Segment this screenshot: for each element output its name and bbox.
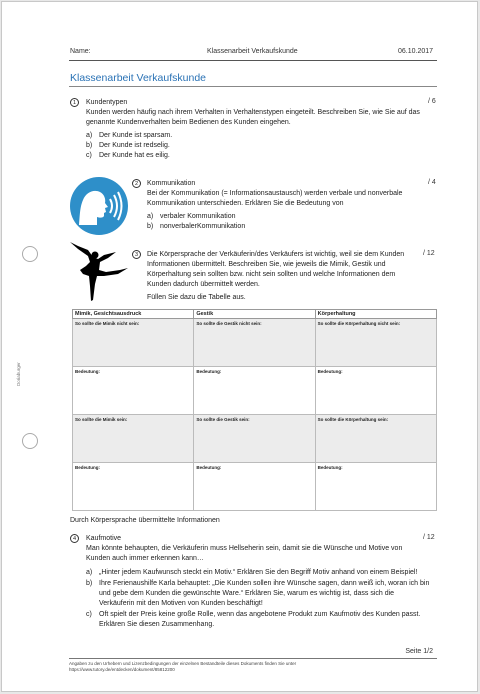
task-points-2: / 4: [428, 179, 436, 186]
name-label: Name:: [70, 48, 91, 55]
task-number-4: 4: [70, 534, 79, 543]
list-item: b) Ihre Ferienaushilfe Karla behauptet: „Die Kunden sollen ihre Wünsche sagen, dann weiß ich, woran ich bin und gebe dem Kunden die gewünschte Ware.“ Erklären Sie, warum es wichtig ist, dass sich die Verkäuferin mit den Motiven von Kunden beschäftigt!: [86, 580, 430, 607]
list-item: b) Der Kunde ist redselig.: [86, 142, 170, 149]
footer-rule: [69, 658, 437, 659]
answer-cell[interactable]: Bedeutung:: [73, 463, 194, 511]
side-label: Doriaburger: [16, 362, 21, 386]
title-rule: [69, 86, 437, 87]
punch-hole-top: [22, 246, 38, 262]
answer-cell[interactable]: So sollte die Gestik sein:: [194, 415, 315, 463]
task-heading-4: Kaufmotive: [86, 535, 122, 542]
list-item: a) verbaler Kommunikation: [147, 213, 236, 220]
page-number: Seite 1/2: [405, 648, 433, 655]
punch-hole-bottom: [22, 433, 38, 449]
answer-cell[interactable]: Bedeutung:: [194, 463, 315, 511]
task-instruction-3: Füllen Sie dazu die Tabelle aus.: [147, 294, 246, 301]
header-doc-title: Klassenarbeit Verkaufskunde: [207, 48, 298, 55]
answer-cell[interactable]: So sollte die Körperhaltung sein:: [315, 415, 436, 463]
task-list-2: [147, 212, 427, 232]
task-list-4: [86, 568, 431, 630]
task-number-2: 2: [132, 179, 141, 188]
list-item: a) Der Kunde ist sparsam.: [86, 132, 173, 139]
answer-cell[interactable]: Bedeutung:: [315, 367, 436, 415]
page-title: Klassenarbeit Verkaufskunde: [70, 72, 207, 84]
footer-line-1: Angaben zu den Urhebern und Lizenzbedingungen der einzelnen Bestandteile dieses Dokuments finden Sie unter: [69, 661, 297, 666]
header-rule: [69, 60, 437, 61]
footer-link[interactable]: https://www.tutory.de/entdecken/dokument/85812200: [69, 667, 175, 672]
table-caption: Durch Körpersprache übermittelte Informationen: [70, 517, 220, 524]
answer-cell[interactable]: So sollte die Gestik nicht sein:: [194, 319, 315, 367]
column-header: Mimik, Gesichtsausdruck: [73, 310, 194, 319]
task-text-4: Man könnte behaupten, die Verkäuferin muss Hellseherin sein, damit sie die Wünsche und Motive von Kunden auch immer erkennen kann…: [86, 545, 403, 562]
task-text-3: Die Körpersprache der Verkäuferin/des Verkäufers ist wichtig, weil sie dem Kunden Informationen übermittelt. Beschreiben Sie, wie jeweils die Mimik, Gestik und Körperhaltung sein sollten bzw. nicht sein sollten und welche Informationen dem Kunden dadurch übermittelt werden.: [147, 251, 405, 288]
answer-cell[interactable]: So sollte die Mimik sein:: [73, 415, 194, 463]
column-header: Gestik: [194, 310, 315, 319]
list-item: c) Oft spielt der Preis keine große Rolle, wenn das angebotene Produkt zum Kaufmotiv des Kunden passt. Erklären Sie diesen Zusammenhang.: [86, 611, 421, 628]
task-heading-1: Kundentypen: [86, 99, 128, 106]
task-list-1: [86, 131, 426, 161]
list-item: a) „Hinter jedem Kaufwunsch steckt ein Motiv.“ Erklären Sie den Begriff Motiv anhand von einem Beispiel!: [86, 569, 418, 576]
answer-cell[interactable]: Bedeutung:: [315, 463, 436, 511]
task-text-1: Kunden werden häufig nach ihrem Verhalten in Verhaltenstypen eingeteilt. Beschreiben Sie, wie Sie auf das genannte Kundenverhalten beim Bedienen des Kunden eingehen.: [86, 109, 420, 126]
speaking-head-icon: [70, 177, 128, 235]
column-header: Körperhaltung: [315, 310, 436, 319]
list-item: c) Der Kunde hat es eilig.: [86, 152, 170, 159]
answer-cell[interactable]: Bedeutung:: [73, 367, 194, 415]
list-item: b) nonverbalerKommunikation: [147, 223, 246, 230]
answer-cell[interactable]: Bedeutung:: [194, 367, 315, 415]
footer-text: [69, 661, 296, 673]
task-heading-2: Kommunikation: [147, 180, 196, 187]
answer-cell[interactable]: So sollte die Mimik nicht sein:: [73, 319, 194, 367]
task-text-2: Bei der Kommunikation (= Informationsaustausch) werden verbale und nonverbale Kommunikation unterschieden. Erklären Sie die Bedeutung von: [147, 190, 403, 207]
task-number-3: 3: [132, 250, 141, 259]
worksheet-page: [1, 1, 478, 692]
body-language-table: [72, 309, 437, 511]
answer-cell[interactable]: So sollte die Körperhaltung nicht sein:: [315, 319, 436, 367]
table-row: [73, 367, 437, 415]
table-row: [73, 319, 437, 367]
task-points-1: / 6: [428, 98, 436, 105]
table-row: [73, 415, 437, 463]
task-number-1: 1: [70, 98, 79, 107]
task-points-3: / 12: [423, 250, 435, 257]
task-points-4: / 12: [423, 534, 435, 541]
dancer-silhouette-icon: [68, 240, 130, 304]
header-date: 06.10.2017: [398, 48, 434, 55]
table-header-row: [73, 310, 437, 319]
table-row: [73, 463, 437, 511]
